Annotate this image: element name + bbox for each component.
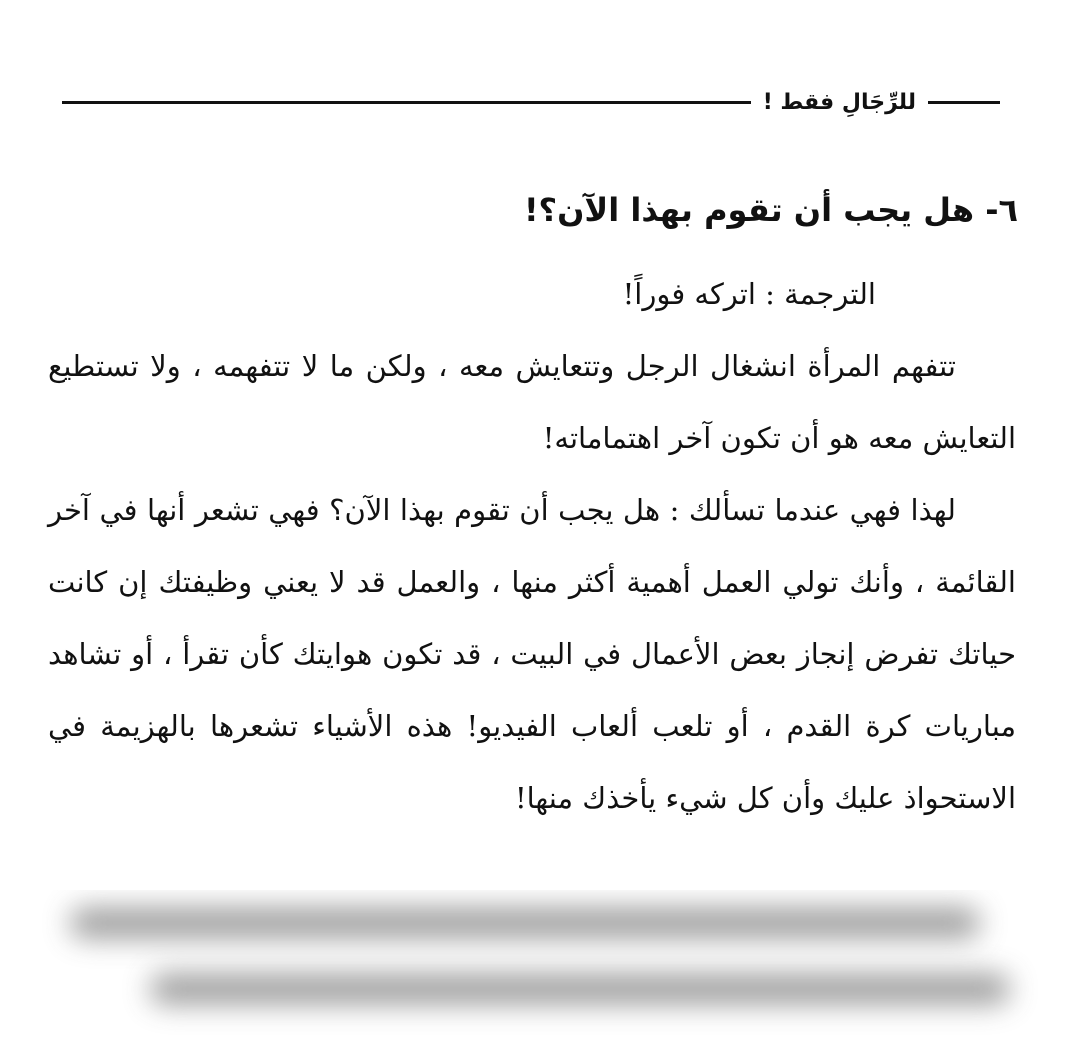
translation-line: الترجمة : اتركه فوراً! (622, 277, 876, 311)
header-rule (928, 101, 1000, 104)
running-header-title: للرِّجَالِ فقط ! (762, 89, 916, 115)
running-header (62, 82, 1000, 122)
paragraph: لهذا فهي عندما تسألك : هل يجب أن تقوم بهذا الآن؟ فهي تشعر أنها في آخر القائمة ، وأنك تولي العمل أهمية أكثر منها ، والعمل قد لا يعني وظيفتك إن كانت حياتك تفرض إنجاز بعض الأعمال في البيت ، قد تكون هوايتك كأن تقرأ ، أو تشاهد مباريات كرة القدم ، أو تلعب ألعاب الفيديو! هذه الأشياء تشعرها بالهزيمة في الاستحواذ عليك وأن كل شيء يأخذك منها! (48, 493, 1016, 815)
header-rule (62, 101, 751, 104)
blurred-text-region (30, 890, 1040, 1040)
section-heading: ٦- هل يجب أن تقوم بهذا الآن؟! (523, 191, 1018, 229)
blurred-line (70, 908, 980, 938)
body-text (48, 258, 1016, 834)
blurred-line (150, 974, 1010, 1004)
paragraph: تتفهم المرأة انشغال الرجل وتتعايش معه ، ولكن ما لا تتفهمه ، ولا تستطيع التعايش معه هو أن تكون آخر اهتماماته! (48, 349, 1016, 455)
